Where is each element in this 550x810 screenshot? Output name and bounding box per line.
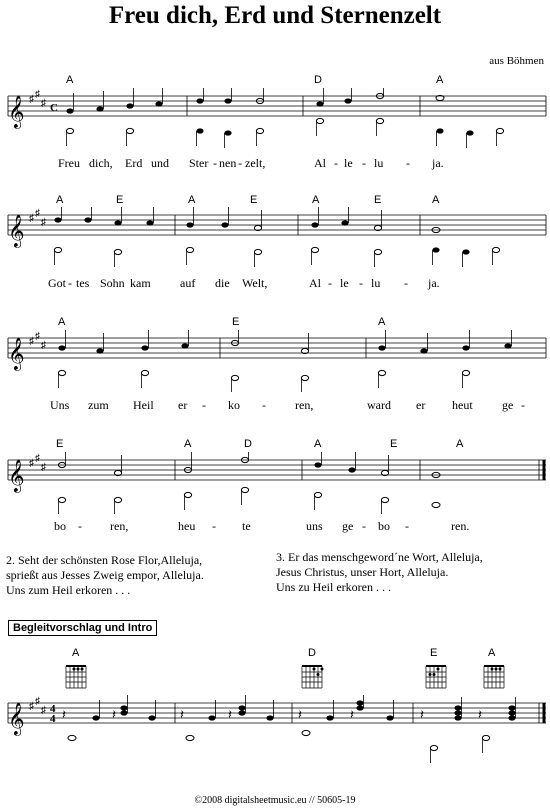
lyric-syllable: Al <box>309 276 321 290</box>
chord-diagram-a-icon <box>480 660 510 690</box>
chord-label: A <box>58 316 66 328</box>
svg-text:♯: ♯ <box>35 696 40 707</box>
lyric-syllable: auf <box>180 276 196 290</box>
svg-text:𝄽: 𝄽 <box>62 707 66 722</box>
chord-label: A <box>314 438 322 450</box>
lyric-syllable: - <box>405 519 409 533</box>
lyric-syllable: - <box>238 156 242 170</box>
lyric-syllable: - <box>521 398 525 412</box>
intro-label: Begleitvorschlag und Intro <box>8 620 157 636</box>
lyric-syllable: - <box>404 276 408 290</box>
intro-chord-label: A <box>488 647 496 659</box>
lyric-syllable: heut <box>452 398 473 412</box>
lyric-syllable: kam <box>130 276 151 290</box>
chord-label: A <box>378 316 386 328</box>
svg-text:♯: ♯ <box>41 462 46 473</box>
svg-text:𝄞: 𝄞 <box>8 214 25 247</box>
chord-label: A <box>184 438 192 450</box>
intro-chord-label: D <box>308 647 316 659</box>
lyric-syllable: - <box>328 276 332 290</box>
chord-label: D <box>314 74 322 86</box>
lyric-syllable: lu <box>371 276 381 290</box>
chord-label: A <box>66 74 74 86</box>
chord-label: A <box>456 438 464 450</box>
lyric-syllable: er <box>178 398 188 412</box>
svg-text:𝄞: 𝄞 <box>8 337 25 370</box>
svg-text:𝄞: 𝄞 <box>8 95 25 128</box>
lyric-syllable: - <box>362 519 366 533</box>
svg-text:𝄞: 𝄞 <box>8 459 25 492</box>
lyric-syllable: - <box>202 398 206 412</box>
lyric-syllable: Sohn <box>100 276 125 290</box>
lyric-syllable: - <box>78 519 82 533</box>
svg-text:4: 4 <box>50 713 56 725</box>
lyric-syllable: nen <box>219 156 237 170</box>
lyric-syllable: le <box>340 276 349 290</box>
song-origin: aus Böhmen <box>489 55 544 67</box>
lyric-syllable: - <box>213 156 217 170</box>
verse-3: 3. Er das menschgeword´ne Wort, Alleluja, Jesus Christus, unser Hort, Alleluja. Uns zu Heil erkoren . . . <box>276 550 483 594</box>
chord-label: D <box>244 438 252 450</box>
lyric-syllable: bo <box>378 519 390 533</box>
svg-text:♯: ♯ <box>29 701 34 712</box>
intro-chord-label: A <box>72 647 80 659</box>
lyric-syllable: Got <box>48 276 66 290</box>
svg-text:♯: ♯ <box>35 331 40 342</box>
lyric-syllable: er <box>416 398 426 412</box>
lyric-syllable: ren, <box>110 519 129 533</box>
lyric-syllable: - <box>362 156 366 170</box>
lyric-syllable: bo <box>54 519 66 533</box>
svg-text:♯: ♯ <box>35 89 40 100</box>
lyric-syllable: Erd <box>125 156 143 170</box>
copyright-footer: ©2008 digitalsheetmusic.eu // 50605-19 <box>194 795 356 806</box>
lyric-syllable: ren, <box>295 398 314 412</box>
svg-text:𝄽: 𝄽 <box>350 707 354 722</box>
lyric-syllable: - <box>68 276 72 290</box>
lyric-syllable: lu <box>374 156 384 170</box>
svg-text:♯: ♯ <box>41 340 46 351</box>
svg-text:♯: ♯ <box>29 94 34 105</box>
svg-text:𝄽: 𝄽 <box>180 707 184 722</box>
lyric-syllable: ren. <box>451 519 470 533</box>
lyric-syllable: - <box>212 519 216 533</box>
chord-label: E <box>250 194 258 206</box>
svg-text:𝄽: 𝄽 <box>112 707 116 722</box>
lyric-syllable: te <box>242 519 251 533</box>
svg-text:4: 4 <box>50 703 56 715</box>
chord-label: E <box>374 194 382 206</box>
lyric-syllable: ja. <box>428 276 440 290</box>
svg-text:𝄞: 𝄞 <box>8 702 25 735</box>
lyric-syllable: - <box>406 156 410 170</box>
svg-text:C: C <box>50 102 58 114</box>
staff-system-2 <box>0 207 550 269</box>
chord-diagram-d-icon <box>298 660 328 690</box>
chord-label: A <box>432 194 440 206</box>
lyric-syllable: zum <box>88 398 109 412</box>
staff-system-3 <box>0 330 550 392</box>
lyric-syllable: Heil <box>133 398 154 412</box>
chord-label: E <box>232 316 240 328</box>
lyric-syllable: - <box>262 398 266 412</box>
lyric-syllable: Al <box>314 156 326 170</box>
lyric-syllable: zelt, <box>245 156 266 170</box>
svg-text:♯: ♯ <box>41 98 46 109</box>
svg-text:♯: ♯ <box>35 208 40 219</box>
lyric-syllable: Uns <box>50 398 70 412</box>
lyric-syllable: ko <box>228 398 240 412</box>
svg-text:♯: ♯ <box>29 336 34 347</box>
svg-text:♯: ♯ <box>29 213 34 224</box>
chord-diagram-a-icon <box>62 660 92 690</box>
chord-label: A <box>312 194 320 206</box>
lyric-syllable: Ster <box>189 156 209 170</box>
chord-label: A <box>436 74 444 86</box>
svg-text:𝄽: 𝄽 <box>298 707 302 722</box>
svg-text:𝄽: 𝄽 <box>478 707 482 722</box>
svg-text:♯: ♯ <box>41 217 46 228</box>
lyric-syllable: - <box>334 156 338 170</box>
lyric-syllable: heu <box>178 519 196 533</box>
chord-label: A <box>56 194 64 206</box>
chord-label: E <box>390 438 398 450</box>
svg-text:♯: ♯ <box>41 705 46 716</box>
lyric-syllable: Freu <box>58 156 80 170</box>
verse-2: 2. Seht der schönsten Rose Flor,Alleluja, sprießt aus Jesses Zweig empor, Alleluja. Uns zum Heil erkoren . . . <box>6 553 204 597</box>
lyric-syllable: und <box>151 156 169 170</box>
chord-label: E <box>56 438 64 450</box>
lyric-syllable: ge <box>342 519 354 533</box>
lyric-syllable: die <box>215 276 230 290</box>
lyric-syllable: uns <box>306 519 323 533</box>
lyric-syllable: ward <box>367 398 391 412</box>
lyric-syllable: dich, <box>89 156 113 170</box>
intro-staff <box>0 695 550 765</box>
lyric-syllable: ge <box>502 398 514 412</box>
staff-system-1 <box>0 88 550 150</box>
svg-text:♯: ♯ <box>29 458 34 469</box>
lyric-syllable: ja. <box>432 156 444 170</box>
chord-label: A <box>188 194 196 206</box>
svg-text:𝄽: 𝄽 <box>228 707 232 722</box>
staff-system-4 <box>0 452 550 514</box>
song-title: Freu dich, Erd und Sternenzelt <box>108 2 442 29</box>
intro-chord-label: E <box>430 647 438 659</box>
lyric-syllable: tes <box>76 276 90 290</box>
lyric-syllable: le <box>344 156 353 170</box>
chord-label: E <box>116 194 124 206</box>
chord-diagram-e-icon <box>422 660 452 690</box>
lyric-syllable: Welt, <box>242 276 268 290</box>
lyric-syllable: - <box>359 276 363 290</box>
svg-text:𝄽: 𝄽 <box>420 707 424 722</box>
svg-text:♯: ♯ <box>35 453 40 464</box>
